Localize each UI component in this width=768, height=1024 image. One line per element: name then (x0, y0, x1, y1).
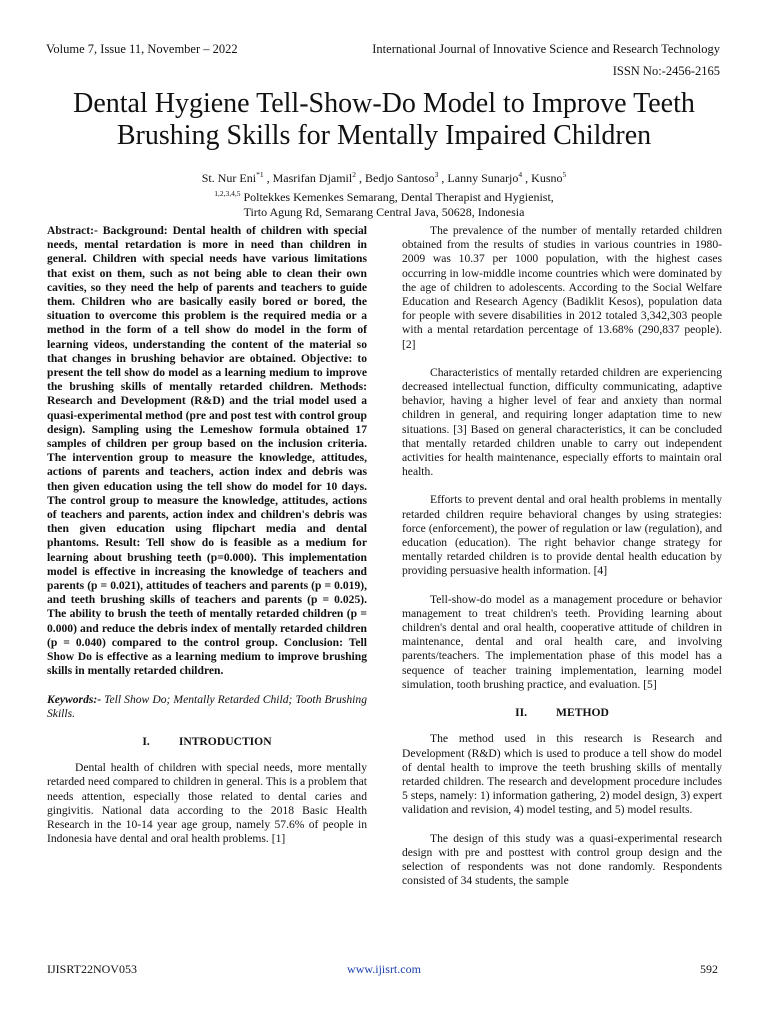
body-paragraph-5: The method used in this research is Research and Development (R&D) which is used to produce a tell show do model of dental health to improve the teeth brushing skills of mentally retarded children. The research and development procedure includes 5 steps, namely: 1) information gathering, 2) model design, 3) expert validation and revision, 4) model testing, and 5) model results. (402, 732, 722, 817)
footer-code: IJISRT22NOV053 (47, 962, 137, 976)
left-column (47, 224, 367, 860)
right-column (402, 224, 722, 902)
author-block (0, 167, 768, 220)
paper-title: Dental Hygiene Tell-Show-Do Model to Improve Teeth Brushing Skills for Mentally Impaired Children (73, 88, 695, 151)
author-names: St. Nur Eni$^{*1}$ , Masrifan Djamil$^2$ , Bedjo Santoso$^3$ , Lanny Sunarjo$^4$ , Kusno$^5$ (201, 170, 567, 185)
affiliation-line-2: Tirto Agung Rd, Semarang Central Java, 50628, Indonesia (243, 205, 525, 219)
header-volume: Volume 7, Issue 11, November – 2022 (46, 42, 238, 56)
header-journal: International Journal of Innovative Science and Research Technology (372, 42, 720, 56)
footer-url-link[interactable]: www.ijisrt.com (347, 962, 421, 976)
section-heading-method: II. METHOD (515, 706, 609, 720)
keywords (47, 693, 367, 721)
footer-page-number: 592 (700, 962, 718, 976)
body-paragraph-4: Tell-show-do model as a management procedure or behavior management to treat children's teeth. Providing learning about children's dental and oral health, cooperative attitude of children in maintenance, dental and oral health care, and involving parents/teachers. The implementation phase of this model has a sequence of teacher training implementation, learning model simulation, tooth brushing practice, and evaluation. [5] (402, 592, 722, 691)
body-paragraph-1: The prevalence of the number of mentally retarded children obtained from the results of studies in various countries in 1980-2009 was 10.37 per 1000 population, with the highest cases occurring in low-middle income countries which were dominated by the age of children to adolescents. According to the Social Welfare Education and Research Agency (Badiklit Kesos), population data for people with severe disabilities in 2012 totaled 3,342,303 people with a mental retardation percentage of 13.68% (290,837 people). [2] (402, 224, 722, 351)
section-heading-introduction: I. INTRODUCTION (142, 734, 272, 748)
intro-paragraph: Dental health of children with special needs, more mentally retarded need compared to children in general. This is a problem that needs attention, especially those related to dental caries and gingivitis. National data according to the 2018 Basic Health Research in the 10-14 year age group, namely 57.6% of people in Indonesia have dental and oral health problems. [1] (47, 761, 367, 846)
keywords-text: Tell Show Do; Mentally Retarded Child; Tooth Brushing Skills. (47, 692, 367, 720)
body-paragraph-2: Characteristics of mentally retarded children are experiencing decreased intellectual function, difficulty communicating, adaptive behavior, having a higher level of fear and anxiety than normal children in general, and requiring longer adaptation time to new situations. [3] Based on general characteristics, it can be concluded that mentally retarded children unable to carry out independent activities for health maintenance, especially efforts to maintain oral health. (402, 365, 722, 479)
abstract: Abstract:- Background: Dental health of children with special needs, mental retardation is more in need than children in general. Children with special needs have various limitations that exist on them, such as not being able to clean their own cavities, so they need the help of parents and teachers to guide them. Children who are basically easily bored or bored, the situation to overcome this problem is the required media or a method in the form of a tell show do model in the form of learning videos, understanding the content of the material so that changes in brushing behavior are obtained. Objective: to present the tell show do model as a learning medium to improve the brushing skills of mentally retarded children. Methods: Research and Development (R&D) and the trial model used a quasi-experimental method (pre and post test with control group design). Sampling using the Lemeshow formula obtained 17 samples of children per group based on the inclusion criteria. The intervention group to measure the knowledge, attitudes, actions of parents and teachers, action index and debris was then given education using the tell show do model for 10 days. The control group to measure the knowledge, attitudes, actions of teachers and parents, action index and children's debris was then given education using flipchart media and dental phantoms. Result: Tell show do is feasible as a medium for learning about brushing teeth (p=0.000). This implementation model is effective in increasing the knowledge of teachers and parents (p = 0.021), attitudes of teachers and parents (p = 0.019), and teeth brushing skills of teachers and parents (p = 0.025). The ability to brush the teeth of mentally retarded children (p = 0.000) and reduce the debris index of mentally retarded children (p = 0.040) compared to the control group. Conclusion: Tell Show Do is effective as a learning medium to improve brushing skills in mentally retarded children. (47, 224, 367, 678)
affiliation-line-1: $^{1,2,3,4,5}$ Poltekkes Kemenkes Semarang, Dental Therapist and Hygienist, (214, 189, 554, 204)
body-paragraph-3: Efforts to prevent dental and oral health problems in mentally retarded children require behavioral changes by using strategies: force (enforcement), the power of regulation or law (regulation), and education (education). The right behavior change strategy for mentally retarded children is to provide dental health education by providing persuasive health information. [4] (402, 493, 722, 578)
keywords-label: Keywords:- (47, 692, 102, 706)
body-paragraph-6: The design of this study was a quasi-experimental research design with pre and posttest with control group design and the selection of respondents was not done randomly. Respondents consisted of 34 students, the sample (402, 831, 722, 888)
header-issn: ISSN No:-2456-2165 (612, 64, 720, 78)
